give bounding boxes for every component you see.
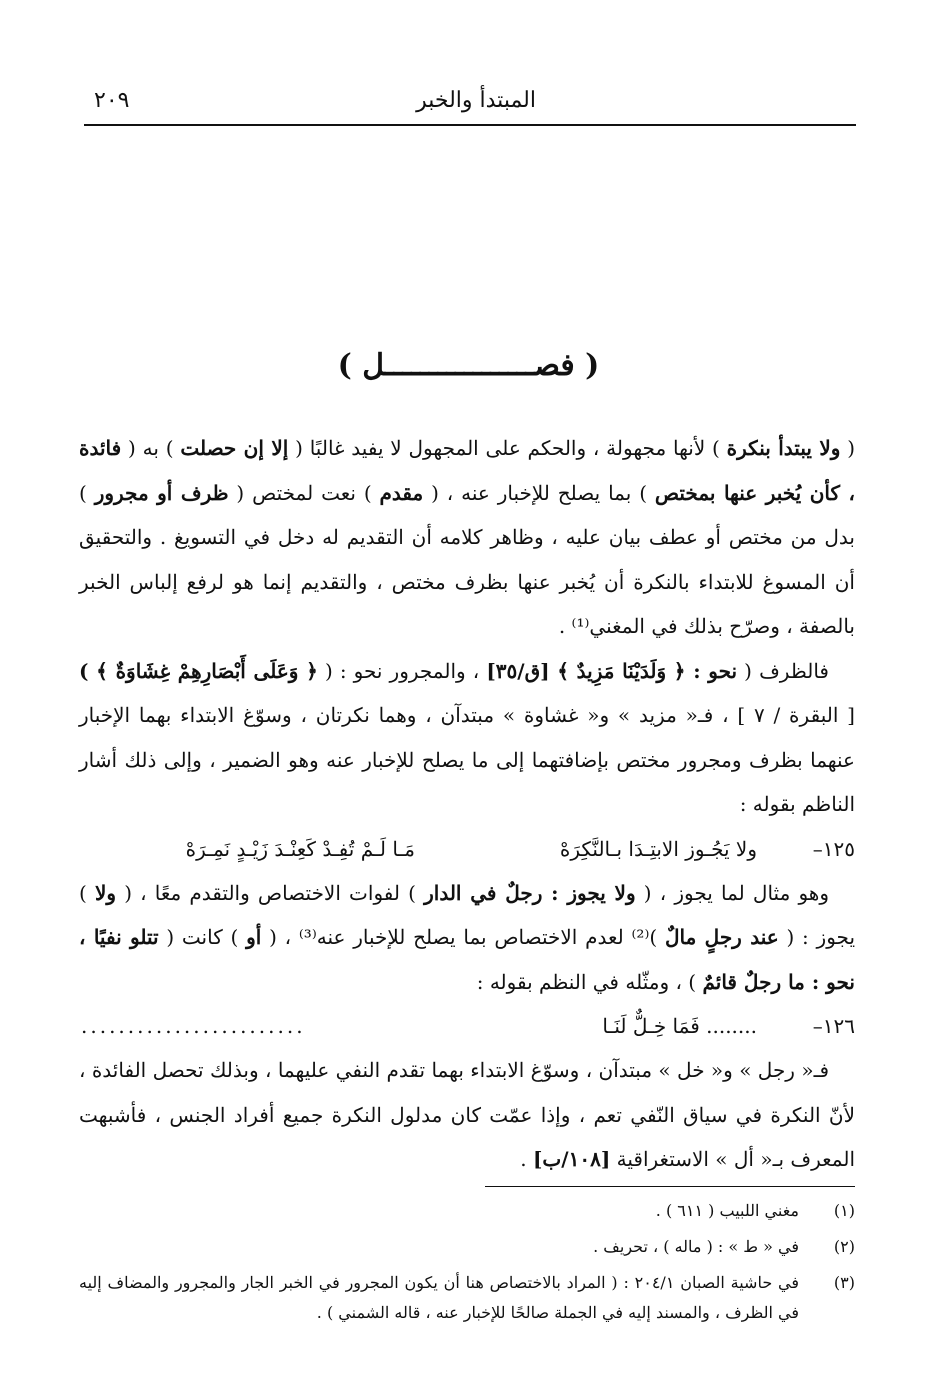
p1-text: ( [840,436,856,460]
verse-126 [79,1004,855,1048]
p1-text: ) بما يصلح للإخبار عنه ، ( [423,480,655,505]
p1-bold: مقدم [379,480,424,505]
verse-hemistich: ........ فَمَا خِـلٌّ لَنَـا [602,1014,757,1038]
p2-bold: نحو : ﴿ وَلَدَيْنَا مَزِيدٌ ﴾ [ق/٣٥] [486,658,738,683]
p1-text: ) به ( [121,436,181,460]
verse-hemistich: مَـا لَـمْ تُفِـدْ كَعِنْـدَ زَيْـدٍ نَمِـرَهْ [185,836,415,861]
p1-bold: إلا إن حصلت [180,436,289,460]
verse-ellipsis: ........................ [81,1014,306,1038]
footnote-text: في « ط » : ( ماله ) ، تحريف . [593,1237,799,1256]
section-heading: ( فصـــــــــــــــــل ) [337,348,600,383]
footnote-text: مغني اللبيب ( ٦١١ ) . [655,1201,799,1220]
footnotes [79,1196,855,1334]
footnote-number: (١) [833,1201,855,1220]
verse-125 [79,827,855,871]
body-text [79,426,855,1182]
p3-text: ) كانت ( [158,925,247,949]
p1-bold: ولا يبتدأ بنكرة [726,436,841,460]
page-number: ٢٠٩ [94,88,130,113]
verse-hemistich: ولا يَجُـوز الابتِـدَا بـالنَّكِرَهْ [559,836,757,861]
p4-text: فـ« رجل » و« خل » مبتدآن ، وسوّغ الابتداء بهما تقدم النفي عليهما ، وبذلك تحصل الفائدة ، لأنّ النكرة في سياق النّفي تعم ، وإذا عمّت كان مدلول النكرة جميع أفراد الجنس ، فأشبهت المعرف بـ« أل » الاستغراقية [79,1058,855,1171]
p3-text: وهو مثال لما يجوز ، ( [635,880,829,905]
p1-text: ) بدل من مختص أو عطف بيان عليه ، وظاهر كلامه أن التقديم له دخل في التسويغ . والتحقيق أن المسوغ للابتداء بالنكرة أن يُخبر عنها بظرف مختص ، والتقديم إنما هو لرفع إلباس الخبر بالصفة ، وصرّح بذلك في المغني⁽¹⁾ . [79,480,855,638]
paragraph-4 [79,1048,855,1182]
p2-text: [ البقرة / ٧ ] ، فـ« مزيد » و« غشاوة » مبتدآن ، وهما نكرتان ، وسوّغ الابتداء بهما الإخبار عنهما بظرف ومجرور مختص بإضافتهما إلى ما يصلح للإخبار عنه وهو الضمير ، وإلى ذلك أشار الناظم بقوله : [79,703,855,816]
p2-text: ، والمجرور نحو : ( [317,658,487,683]
footnote-rule [485,1186,855,1187]
p3-bold: أو [246,925,262,949]
p2-bold: ﴿ وَعَلَى أَبْصَارِهِمْ غِشَاوَةٌ ﴾ ) [79,658,318,683]
p1-text: ) نعت لمختص ( [228,480,380,505]
running-header [84,84,856,122]
p2-text: فالظرف ( [737,658,829,683]
footnote-number: (٣) [833,1273,855,1292]
paragraph-3 [79,871,855,1005]
p1-bold: ظرف أو مجرور [94,480,229,505]
p3-bold: ولا يجوز : رجلٌ في الدار [424,880,636,905]
footnote [79,1196,855,1226]
p1-text: ) لأنها مجهولة ، والحكم على المجهول لا يفيد غالبًا ( [288,436,727,460]
p3-bold: عند رجلٍ مالٌ [664,925,779,949]
footnote-text: في حاشية الصبان ٢٠٤/١ : ( المراد بالاختصاص هنا أن يكون المجرور في الخبر الجار والمجرور والمضاف إليه في الظرف ، والمسند إليه في الجملة صالحًا للإخبار عنه ، قاله الشمني ) . [79,1273,800,1322]
verse-number: ١٢٦– [812,1014,855,1038]
p1-bold: فائدة ، كأن يُخبر عنها بمختص [79,436,855,505]
p3-bold: ولا [94,880,117,905]
manuscript-ref: [١٠٨/ب] [532,1147,611,1171]
p3-text: )⁽²⁾ لعدم الاختصاص بما يصلح للإخبار عنه⁽³⁾ ، ( [261,925,665,949]
paragraph-2 [79,649,855,827]
footnote [79,1268,855,1328]
verse-number: ١٢٥– [812,836,855,861]
p3-text: ) يجوز : ( [79,880,856,949]
p4-text: . [520,1147,533,1171]
p3-text: ) ، ومثّله في النظم بقوله : [476,969,703,994]
p3-text: ) لفوات الاختصاص والتقدم معًا ، ( [116,880,425,905]
p3-bold: تتلو نفيًا ، نحو : ما رجلٌ قائمٌ [79,925,855,994]
header-rule [84,124,856,126]
footnote [79,1232,855,1262]
footnote-number: (٢) [833,1237,855,1256]
running-title: المبتدأ والخبر [416,88,536,113]
paragraph-1 [79,426,855,649]
